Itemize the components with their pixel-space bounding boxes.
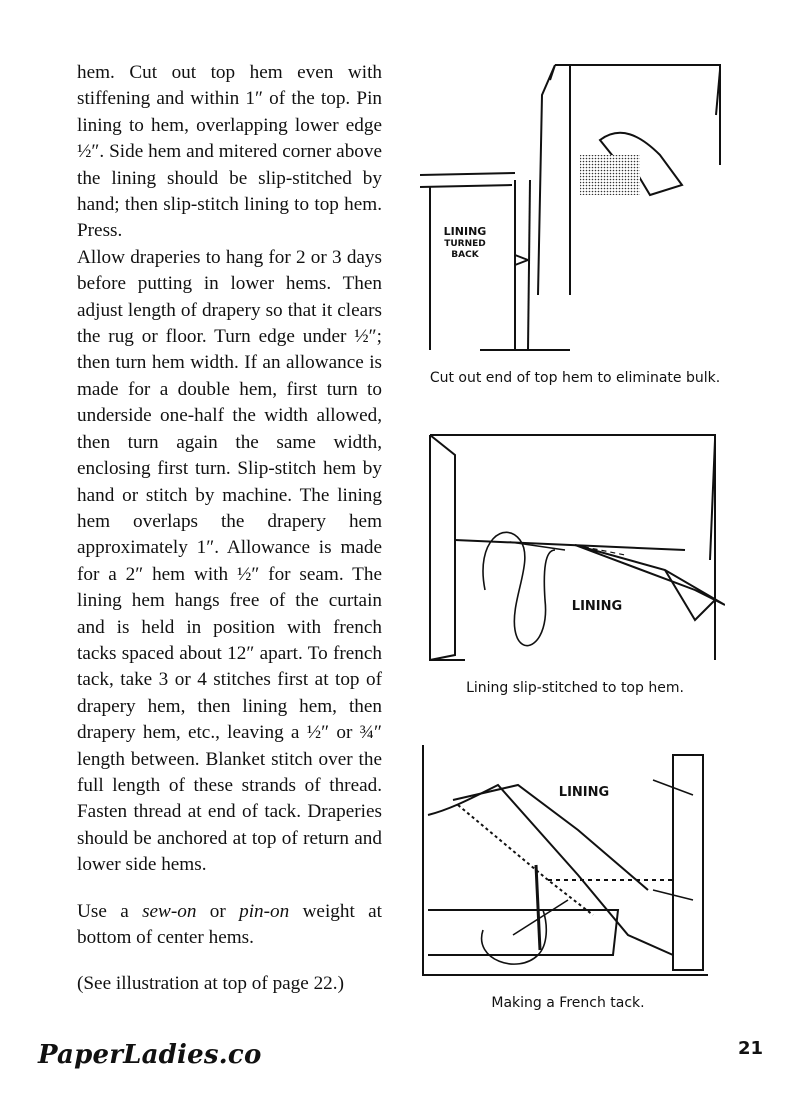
figure-1-label-line-3: BACK (451, 250, 479, 260)
slip-stitch-illustration (425, 430, 725, 670)
paragraph-3-post: weight at bottom of center hems. (77, 900, 382, 948)
paragraph-4: (See illustration at top of page 22.) (77, 973, 344, 995)
publisher-logo: PaperLadies.co (38, 1040, 262, 1070)
figure-slip-stitched (425, 430, 725, 670)
figure-3-caption: Making a French tack. (491, 995, 645, 1011)
figure-cut-top-hem (420, 55, 740, 360)
figure-2-caption: Lining slip-stitched to top hem. (466, 680, 684, 696)
page-number: 21 (738, 1038, 764, 1059)
figure-3-label: LINING (558, 785, 610, 800)
french-tack-illustration (418, 740, 718, 980)
paragraph-3 (77, 899, 382, 952)
paragraph-1: hem. Cut out top hem even with stiffening and within 1″ of the top. Pin lining to hem, overlapping lower edge ½″. Side hem and mitered corner above the lining should be slip-stitched by hand; then slip-stitch lining to top hem. Press. (77, 62, 382, 242)
cut-hem-illustration (420, 55, 740, 360)
figure-1-caption: Cut out end of top hem to eliminate bulk. (429, 370, 721, 386)
paragraph-3-pre: Use a (77, 900, 143, 922)
figure-french-tack (418, 740, 718, 980)
body-text-column (77, 60, 382, 998)
figure-2-label: LINING (571, 599, 623, 614)
pin-on-term: pin-on (239, 900, 290, 922)
figure-1-label-line-2: TURNED (444, 239, 486, 249)
sew-on-term: sew-on (142, 900, 197, 922)
figure-1-label-line-1: LINING (443, 225, 487, 238)
paragraph-2: Allow draperies to hang for 2 or 3 days before putting in lower hems. Then adjust length of drapery so that it clears the rug or floor. Turn edge under ½″; then turn hem width. If an allowance is made for a double hem, first turn to underside one-half the width allowed, then turn again the same width, enclosing first turn. Slip-stitch hem by hand or stitch by machine. The lining hem overlaps the drapery hem approximately 1″. Allowance is made for a 2″ hem with ½″ for seam. The lining hem hangs free of the curtain and is held in position with french tacks spaced about 12″ apart. To french tack, take 3 or 4 stitches first at top of drapery hem, then lining hem, then drapery hem, etc., leaving a ½″ or ¾″ length between. Blanket stitch over the full length of these strands of thread. Fasten thread at end of tack. Draperies should be anchored at top of return and lower side hems. (77, 246, 382, 876)
paragraph-3-mid: or (196, 900, 240, 922)
